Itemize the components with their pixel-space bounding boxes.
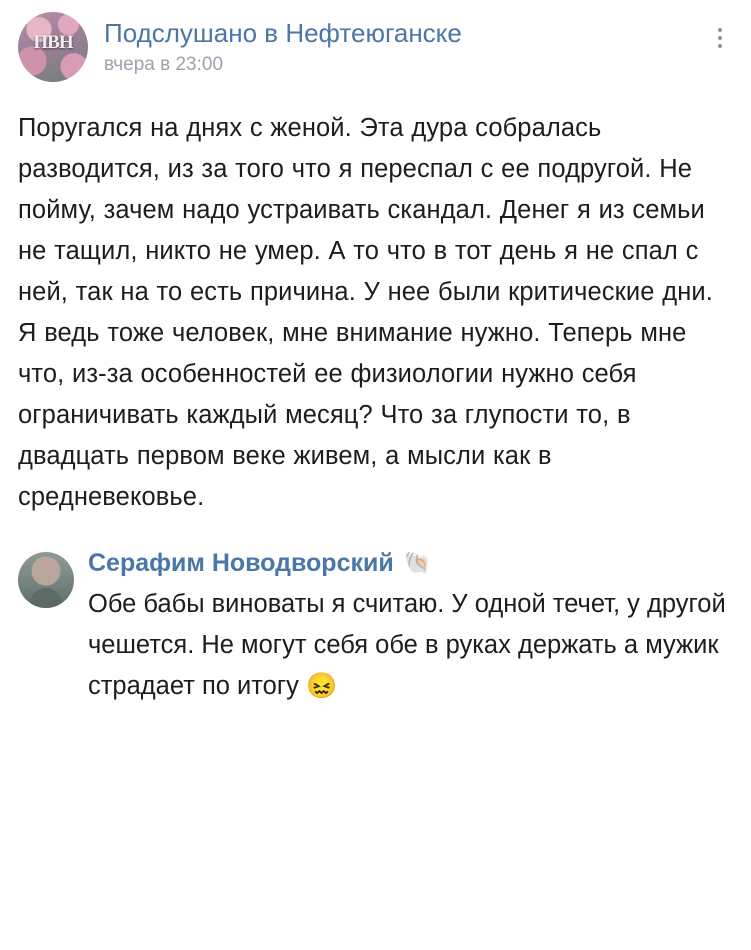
user-avatar-image[interactable] [18,552,74,608]
post-header-text [104,12,707,76]
more-options-icon[interactable] [707,18,733,58]
comment-author-link[interactable]: Серафим Новодворский [88,549,394,577]
comment-text [88,584,733,707]
group-avatar-image[interactable] [18,12,88,82]
comment-body [88,548,733,707]
confounded-face-emoji-icon: 😖 [305,672,338,700]
more-dot-3 [718,44,722,48]
group-name-link[interactable]: Подслушано в Нефтеюганске [104,18,462,48]
more-dot-2 [718,36,722,40]
comment-author-row [88,548,733,578]
post-header [18,10,733,82]
post-timestamp[interactable]: вчера в 23:00 [104,54,224,75]
shell-emoji-icon: 🐚 [403,550,432,575]
comment-item [18,548,733,707]
more-dot-1 [718,28,722,32]
comment-text-content: Обе бабы виноваты я считаю. У одной течет, у другой чешется. Не могут себя обе в руках держать а мужик страдает по итогу [88,590,726,700]
post-text: Поругался на днях с женой. Эта дура собралась разводится, из за того что я переспал с ее подругой. Не пойму, зачем надо устраивать скандал. Денег я из семьи не тащил, никто не умер. А то что в тот день я не спал с ней, так на то есть причина. У нее были критические дни. Я ведь тоже человек, мне внимание нужно. Теперь мне что, из-за особенностей ее физиологии нужно себя ограничивать каждый месяц? Что за глупости то, в двадцать первом веке живем, а мысли как в средневековье. [18,114,713,511]
group-avatar-monogram: ПВН [33,32,73,53]
